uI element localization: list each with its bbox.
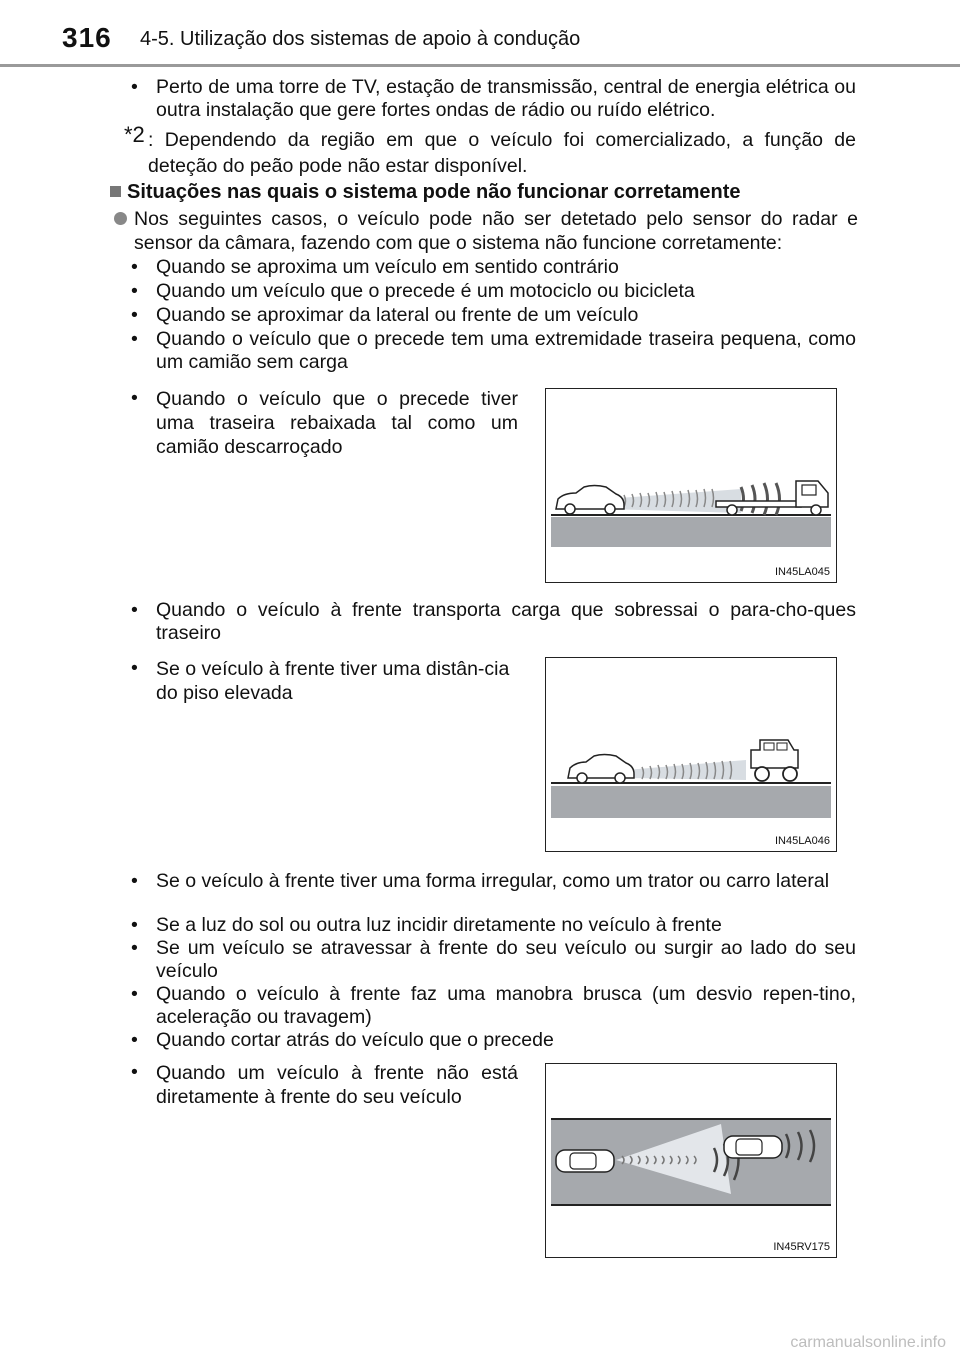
bullet-fig2-text: Se o veículo à frente tiver uma distân-cia do piso elevada bbox=[156, 658, 510, 704]
header-rule bbox=[0, 64, 960, 67]
bullet-dot: • bbox=[131, 1061, 138, 1083]
bullet-dot: • bbox=[131, 387, 138, 409]
bullet-b-2: Se a luz do sol ou outra luz incidir diretamente no veículo à frente bbox=[156, 914, 722, 936]
offset-vehicle-illustration bbox=[546, 1064, 836, 1257]
section-title: Situações nas quais o sistema pode não funcionar corretamente bbox=[110, 181, 741, 204]
watermark: carmanualsonline.info bbox=[790, 1334, 946, 1351]
figure-code: IN45LA045 bbox=[774, 566, 830, 578]
square-bullet-icon bbox=[110, 186, 121, 197]
bullet-dot: • bbox=[131, 280, 138, 302]
bullet-dot: • bbox=[131, 1029, 138, 1051]
chapter-title: 4-5. Utilização dos sistemas de apoio à condução bbox=[140, 28, 581, 50]
bullet-dot: • bbox=[131, 256, 138, 278]
bullet-a-1: Quando se aproxima um veículo em sentido contrário bbox=[156, 256, 619, 278]
bullet-fig1-text: Quando o veículo que o precede tiver uma traseira rebaixada tal como um camião descarroçado bbox=[156, 388, 518, 458]
footnote-text: : Dependendo da região em que o veículo foi comercializado, a função de deteção do peão pode não estar disponível. bbox=[148, 129, 856, 177]
bullet-dot: • bbox=[131, 304, 138, 326]
bullet-dot: • bbox=[131, 914, 138, 936]
bullet-dot: • bbox=[131, 328, 138, 350]
bullet-b-5: Quando cortar atrás do veículo que o precede bbox=[156, 1029, 554, 1051]
figure-code: IN45LA046 bbox=[774, 835, 830, 847]
figure-low-rear-truck bbox=[545, 388, 837, 583]
high-vehicle-illustration bbox=[546, 658, 836, 851]
bullet-b-3: Se um veículo se atravessar à frente do seu veículo ou surgir ao lado do seu veículo bbox=[156, 937, 856, 982]
figure-offset-vehicle bbox=[545, 1063, 837, 1258]
intro-bullet-text: Perto de uma torre de TV, estação de transmissão, central de energia elétrica ou outra instalação que gere fortes ondas de rádio ou ruído elétrico. bbox=[156, 76, 856, 121]
bullet-a-3: Quando se aproximar da lateral ou frente de um veículo bbox=[156, 304, 639, 326]
circle-bullet-icon bbox=[114, 207, 131, 230]
page-header bbox=[0, 0, 960, 70]
bullet-a-2: Quando um veículo que o precede é um motociclo ou bicicleta bbox=[156, 280, 695, 302]
bullet-dot: • bbox=[131, 937, 138, 959]
truck-illustration bbox=[546, 389, 836, 582]
bullet-dot: • bbox=[131, 599, 138, 621]
bullet-dot: • bbox=[131, 76, 138, 98]
section-lead: Nos seguintes casos, o veículo pode não ser detetado pelo sensor do radar e sensor da câmara, fazendo com que o sistema não funcione corretamente: bbox=[134, 208, 858, 254]
bullet-a-4: Quando o veículo que o precede tem uma extremidade traseira pequena, como um camião sem carga bbox=[156, 328, 856, 373]
footnote-marker: *2 bbox=[124, 122, 145, 147]
bullet-b-1: Se o veículo à frente tiver uma forma irregular, como um trator ou carro lateral bbox=[156, 870, 830, 892]
bullet-b-4: Quando o veículo à frente faz uma manobra brusca (um desvio repen-tino, aceleração ou travagem) bbox=[156, 983, 856, 1028]
bullet-fig3-text: Quando um veículo à frente não está diretamente à frente do seu veículo bbox=[156, 1062, 518, 1108]
bullet-dot: • bbox=[131, 870, 138, 892]
bullet-mid: Quando o veículo à frente transporta carga que sobressai o para-cho-ques traseiro bbox=[156, 599, 856, 644]
figure-code: IN45RV175 bbox=[773, 1241, 830, 1253]
figure-high-clearance-vehicle bbox=[545, 657, 837, 852]
page-number: 316 bbox=[62, 22, 112, 53]
bullet-dot: • bbox=[131, 657, 138, 679]
bullet-dot: • bbox=[131, 983, 138, 1005]
